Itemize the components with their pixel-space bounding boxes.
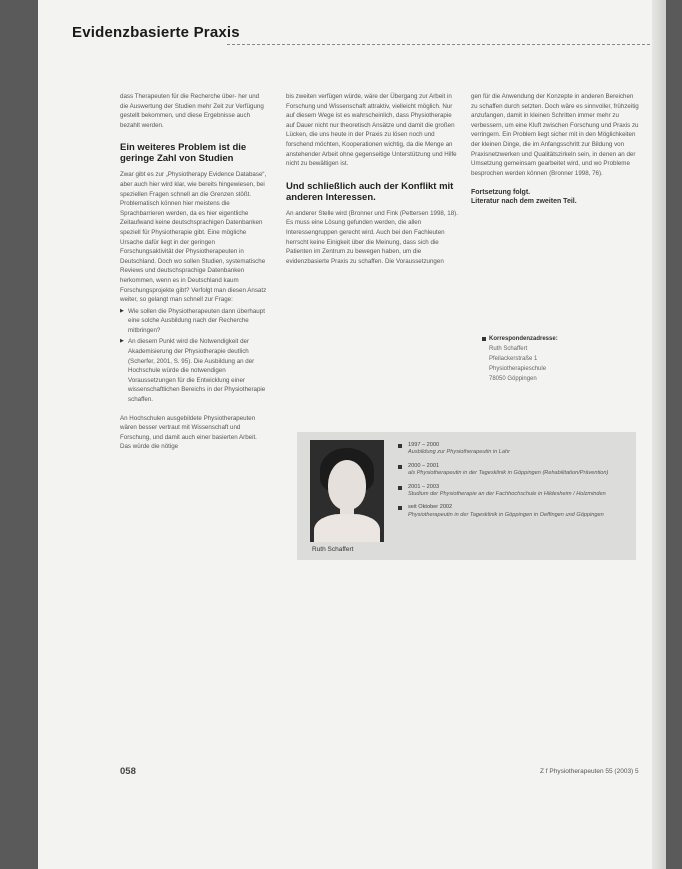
timeline-item (398, 504, 634, 519)
correspondence-address (482, 334, 558, 384)
contact-line: Ruth Schaffert (489, 346, 528, 352)
column-2 (286, 92, 458, 266)
paragraph: gen für die Anwendung der Konzepte in anderen Bereichen zu schaffen durch setzten. Doch wäre es sinnvoller, frühzeitig anzufangen, damit in kleinen Schritten immer mehr zu verbessern, um eine Kluft zwischen Forschung und Praxis zu verringern. Ein Problem liegt sicher mit in den Möglichkeiten der kleinen Dinge, die im Anfangsschritt zur Bildung von Praxisnetzwerken und Qualitätszirkeln sein, in denen an der Umsetzung gemeinsam gearbeitet wird, und wo Probleme besprochen werden können (Bronner 1998, 76). (471, 93, 639, 177)
paragraph: An anderer Stelle wird (Bronner und Fink (Pettersen 1998, 18). Es muss eine Lösung gefunden werden, die allen Interessengruppen gerecht wird. Auch bei den Fachleuten herrscht keine Einigkeit über die Meinung, dass sich die Patienten im Zentrum zu bewegen haben, um die evidenzbasierte Praxis zu schaffen. Die Voraussetzungen (286, 209, 458, 265)
timeline-item (398, 484, 634, 499)
header-rule (227, 44, 650, 45)
bullet-item: ▶ An diesem Punkt wird die Notwendigkeit der Akademisierung der Physiotherapie deutlich (Scherfer, 2001, S. 95). Die Ausbildung an der Hochschule würde die notwendigen Voraussetzungen für die Entwicklung einer wissenschaftlichen Bereichs in der Physiotherapie schaffen. (120, 337, 268, 404)
journal-citation: Z f Physiotherapeuten 55 (2003) 5 (540, 768, 639, 775)
contact-line: Physiotherapieschule (489, 366, 547, 372)
timeline-item (398, 463, 634, 478)
timeline-year: 2000 – 2001 (408, 462, 440, 469)
series-note: Literatur nach dem zweiten Teil. (471, 198, 577, 206)
photo-face (328, 460, 366, 510)
timeline-desc: Ausbildung zur Physiotherapeutin in Lahr (408, 449, 510, 456)
timeline-year: seit Oktober 2002 (408, 504, 453, 511)
series-note: Fortsetzung folgt. (471, 189, 531, 197)
photo-shoulders (314, 514, 380, 542)
paragraph: Zwar gibt es zur „Physiotherapy Evidence Database“, aber auch hier wird klar, wie bereits hingewiesen, bei speziellen Fragen schnell an die Grenzen stößt. Problematisch können hier meistens die Sprachbarrieren werden, da es hier eigentliche Zeitaufwand keine deutschsprachigen Datenbanken speziell für Physiotherapie gibt. Eine mögliche Ursache dafür liegt in der geringen Forschungsaktivität der Physiotherapeuten in Deutschland. Doch wo sollen Studien, systematische Reviews und deutschsprachige Datenbanken herkommen, wenn es in Deutschland kaum Forschungsprojekte gibt? Verfolgt man diesen Ansatz weiter, so gelangt man schnell zur Frage: (120, 171, 267, 304)
column-1 (120, 92, 268, 452)
paragraph: dass Therapeuten für die Recherche über- her und die Auswertung der Studien mehr Zeit zur Verfügung gestellt bekommen, und diese Ergebnisse auch bezahlt werden. (120, 93, 264, 129)
subheading: Und schließlich auch der Konflikt mit anderen Interessen. (286, 180, 454, 203)
paragraph: bis zweiten verfügen würde, wäre der Übergang zur Arbeit in Forschung und Wissenschaft attraktiv, vielleicht möglich. Nur auf diesem Wege ist es wahrscheinlich, dass Physiotherapie auf Dauer nicht nur theoretisch Ansätze und damit die großen Lücken, die uns heute in der Praxis zu lösen noch und forschend möchten, Kooperationen wichtig, da die Menge an anstehender Arbeit ohne gegenseitige Unterstützung und Hilfe nicht zu bewältigen ist. (286, 93, 457, 168)
author-photo (310, 440, 384, 542)
timeline-year: 2001 – 2003 (408, 483, 440, 490)
timeline-item (398, 442, 634, 457)
contact-label: Korrespondenzadresse: (482, 334, 558, 344)
bullet-item: ▶ Wie sollen die Physiotherapeuten dann überhaupt eine solche Ausbildung nach der Recherche mitbringen? (120, 307, 268, 336)
photo-caption: Ruth Schaffert (312, 546, 354, 553)
timeline-year: 1997 – 2000 (408, 442, 440, 448)
bio-timeline (398, 442, 634, 525)
timeline-desc: als Physiotherapeutin in der Tagesklinik in Göppingen (Rehabilitation/Prävention) (408, 470, 609, 477)
column-3 (471, 92, 641, 206)
timeline-desc: Physiotherapeutin in der Tagesklinik in Göppingen in Oeffingen und Göppingen (408, 511, 604, 518)
paragraph: An Hochschulen ausgebildete Physiotherapeuten wären besser vertraut mit Wissenschaft und Forschung, und damit auch einer basierten Arbeit. Das würde die nötige (120, 414, 257, 451)
page-edge-shade (652, 0, 666, 869)
page-number: 058 (120, 766, 136, 777)
section-title: Evidenzbasierte Praxis (72, 24, 240, 41)
subheading: Ein weiteres Problem ist die geringe Zahl von Studien (120, 142, 247, 165)
contact-line: 78050 Göppingen (489, 376, 537, 382)
timeline-desc: Studium der Physiotherapie an der Fachhochschule in Hildesheim / Holzminden (408, 491, 606, 498)
page-header (72, 24, 652, 41)
contact-line: Pfeilackerstraße 1 (489, 356, 538, 362)
